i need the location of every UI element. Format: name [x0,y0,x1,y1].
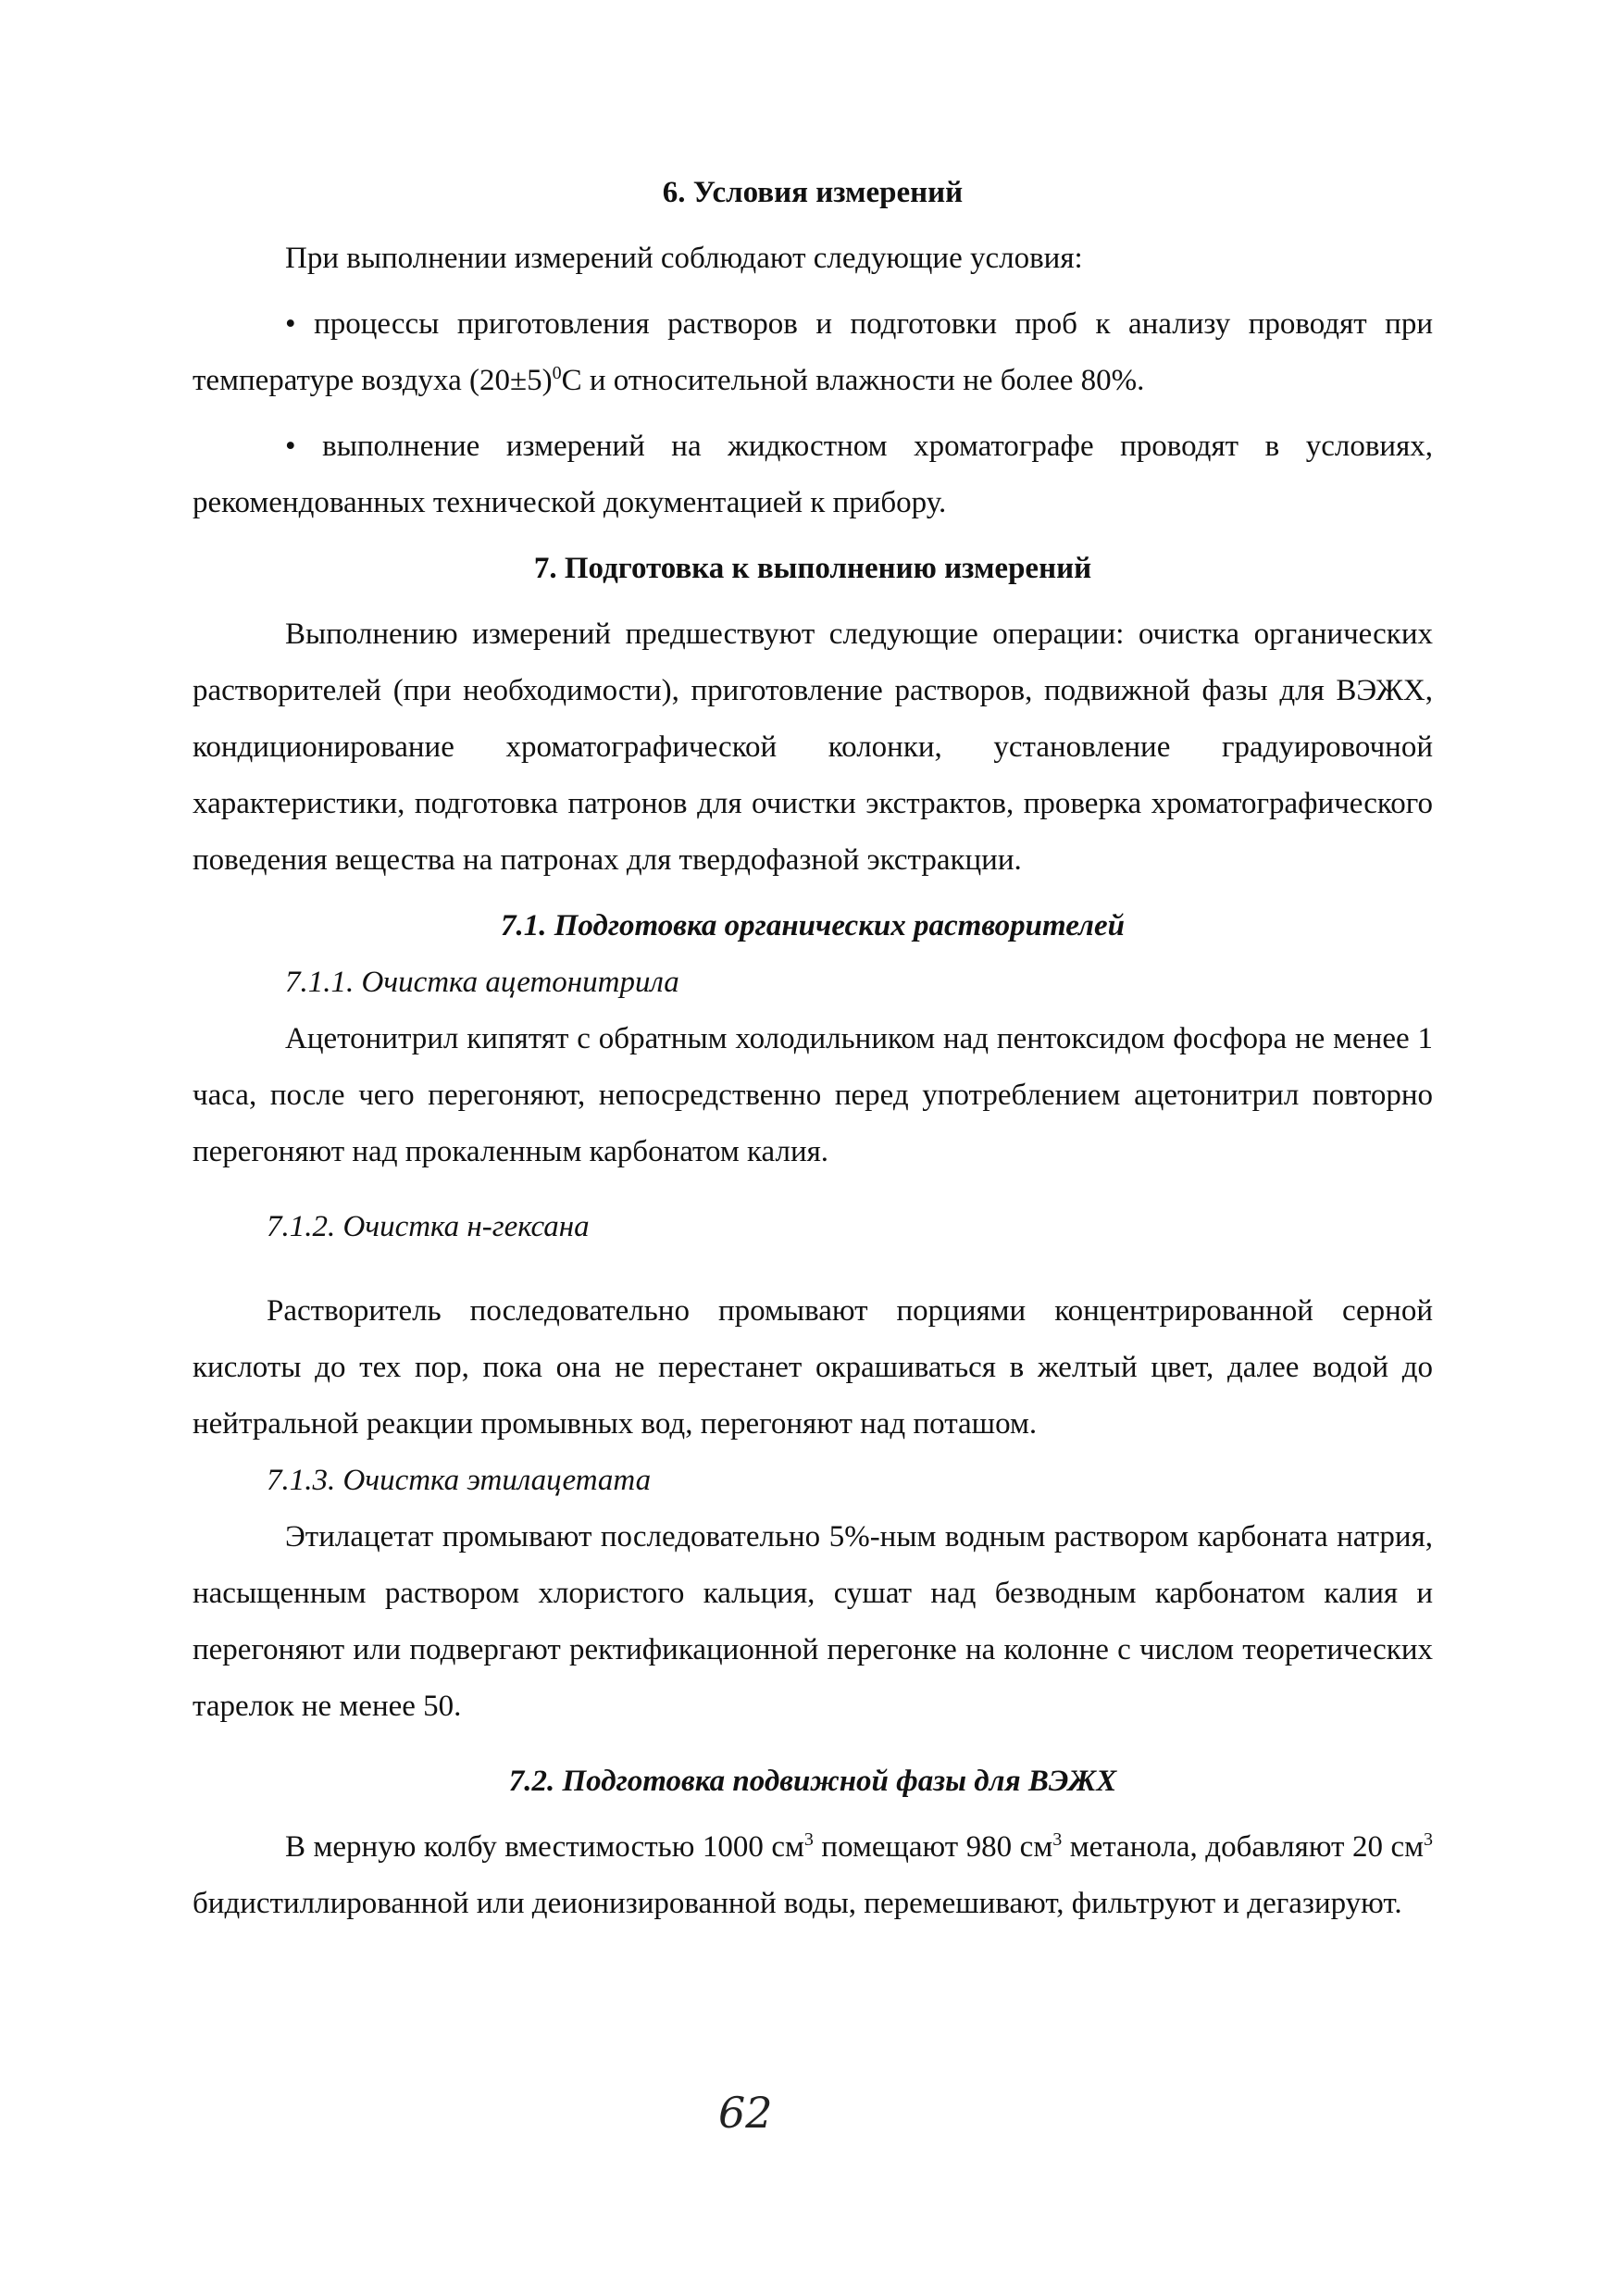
section-7-1-2-heading: 7.1.2. Очистка н-гексана [267,1210,590,1243]
bullet-1-tail: С и относительной влажности не более 80%. [561,364,1145,397]
section-7-2-text [193,1819,1433,1932]
section-7-1-3-heading: 7.1.3. Очистка этилацетата [267,1464,652,1497]
degree-superscript: 0 [552,363,562,383]
section-6-heading: 6. Условия измерений [662,176,964,209]
section-7-2-part-2: помещают 980 см [813,1830,1053,1864]
section-7-1-2-text: Растворитель последовательно промывают порциями концентрированной серной кислоты до тех пор, пока она не перестанет окрашиваться в желтый цвет, далее водой до нейтральной реакции промывных вод, перегоняют над поташом. [193,1294,1433,1441]
unit-superscript: 3 [1424,1829,1433,1850]
section-7-1-1-text: Ацетонитрил кипятят с обратным холодильником над пентоксидом фосфора не менее 1 часа, после чего перегоняют, непосредственно перед употреблением ацетонитрил повторно перегоняют над прокаленным карбонатом калия. [193,1022,1433,1168]
unit-superscript: 3 [803,1829,814,1850]
bullet-item-2 [193,418,1433,531]
bullet-icon: • [285,307,296,341]
section-6-intro: При выполнении измерений соблюдают следующие условия: [285,242,1083,275]
page-content [193,165,1433,1932]
section-7-2-heading: 7.2. Подготовка подвижной фазы для ВЭЖХ [508,1765,1117,1798]
section-7-1-heading: 7.1. Подготовка органических растворителей [500,909,1125,942]
section-7-heading: 7. Подготовка к выполнению измерений [533,552,1092,585]
bullet-icon: • [285,430,296,463]
section-7-intro: Выполнению измерений предшествуют следующие операции: очистка органических растворителей (при необходимости), приготовление растворов, подвижной фазы для ВЭЖХ, кондиционирование хроматографической колонки, установление градуировочной характеристики, подготовка патронов для очистки экстрактов, проверка хроматографического поведения вещества на патронах для твердофазной экстракции. [193,618,1433,877]
bullet-1-text: процессы приготовления растворов и подготовки проб к анализу проводят при температуре воздуха (20±5) [193,307,1433,397]
section-7-2-part-1: В мерную колбу вместимостью 1000 см [285,1830,804,1864]
unit-superscript: 3 [1052,1829,1063,1850]
section-7-1-3-text: Этилацетат промывают последовательно 5%-ным водным раствором карбоната натрия, насыщенным раствором хлористого кальция, сушат над безводным карбонатом калия и перегоняют или подвергают ректификационной перегонке на колонне с числом теоретических тарелок не менее 50. [193,1520,1433,1723]
bullet-2-text: выполнение измерений на жидкостном хроматографе проводят в условиях, рекомендованных технической документацией к прибору. [193,430,1434,519]
section-7-2-part-3: метанола, добавляют 20 см [1062,1830,1424,1864]
section-7-1-1-heading: 7.1.1. Очистка ацетонитрила [285,966,679,999]
section-7-2-part-4: бидистиллированной или деионизированной воды, перемешивают, фильтруют и дегазируют. [193,1887,1402,1920]
page-number: 62 [718,2088,773,2138]
bullet-item-1 [193,296,1433,409]
